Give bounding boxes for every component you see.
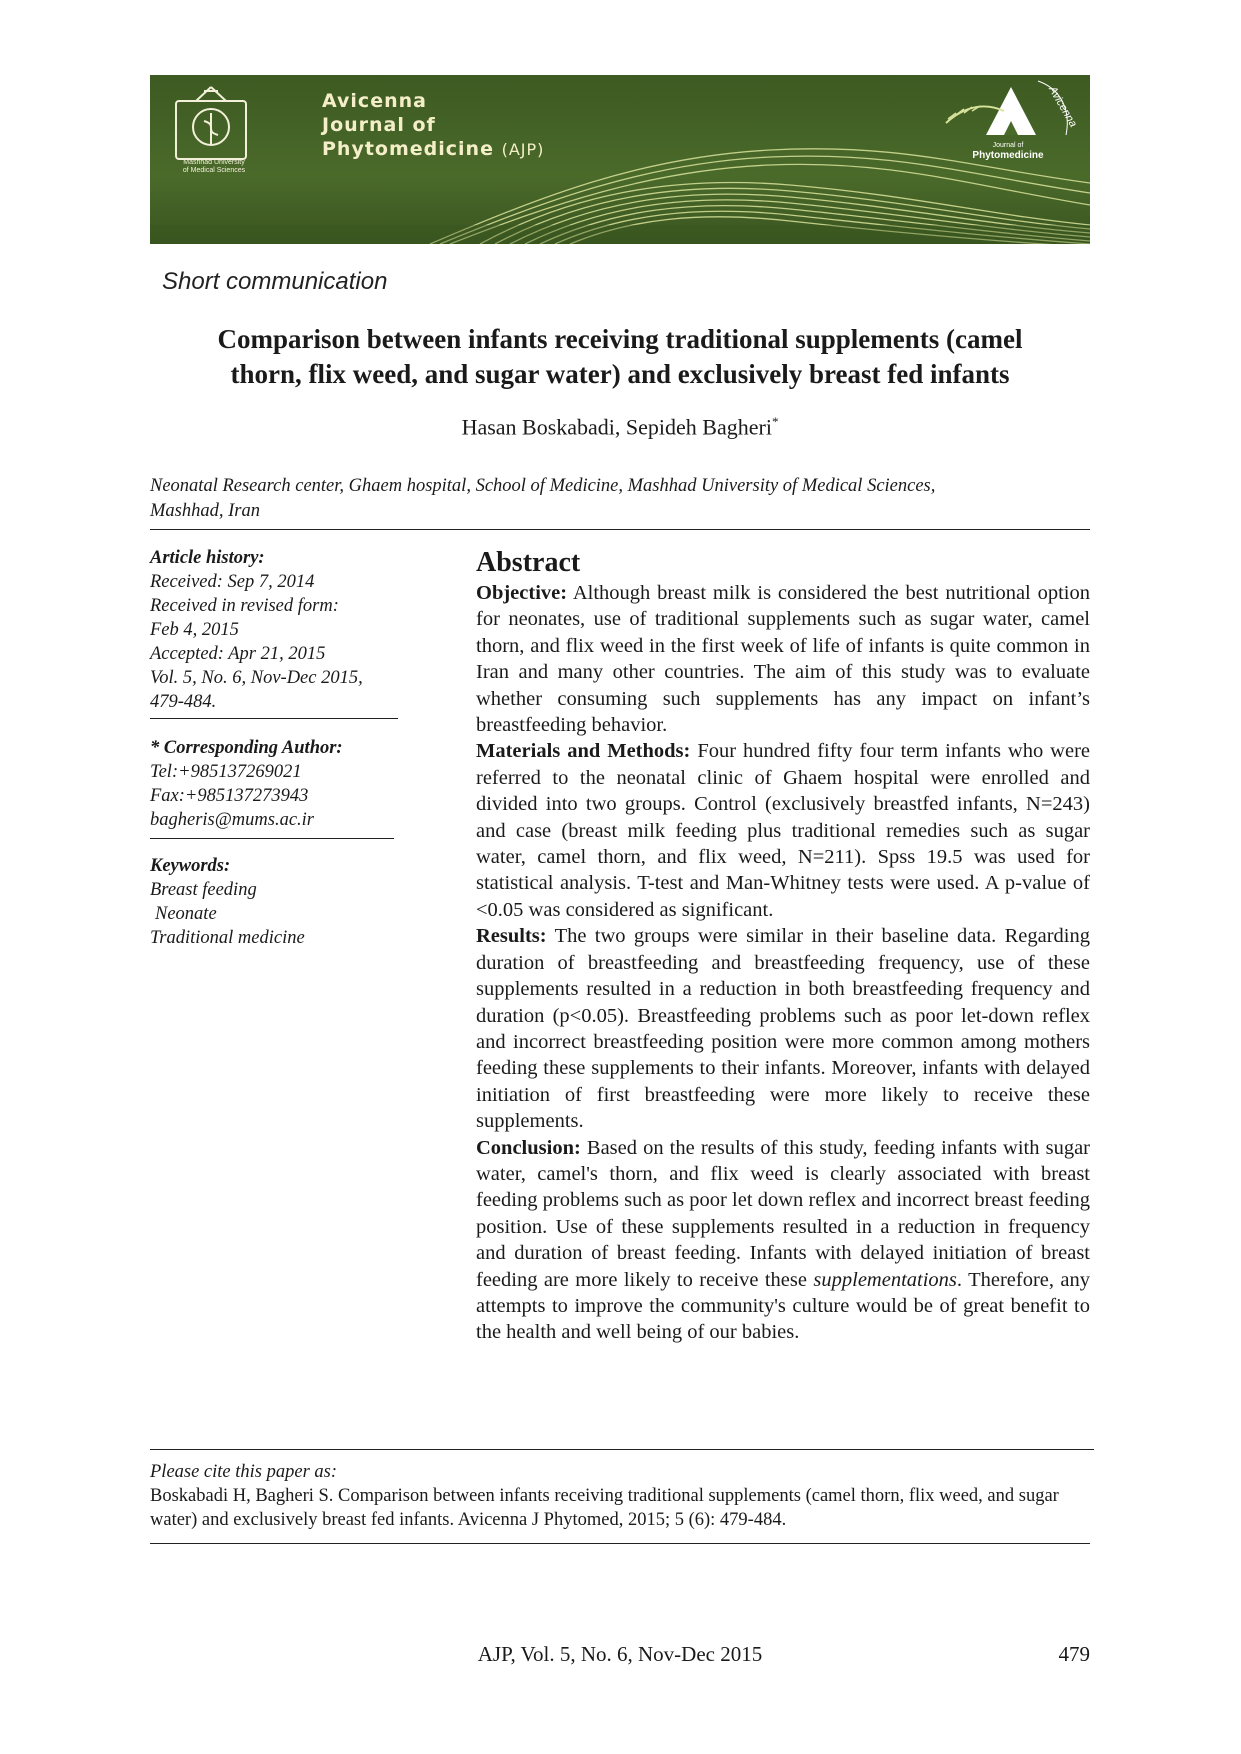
corresponding-mark: * (771, 414, 779, 429)
citation-bottom-divider (150, 1543, 1090, 1544)
corresponding-author: * Corresponding Author: Tel:+985137269021 Fax:+985137273943 bagheris@mums.ac.ir (150, 738, 343, 830)
keywords: Keywords: Breast feeding Neonate Traditional medicine (150, 854, 420, 950)
header-divider (150, 529, 1090, 530)
affiliation: Neonatal Research center, Ghaem hospital, School of Medicine, Mashhad University of Medical Sciences, Mashhad, Iran (150, 476, 936, 521)
abstract-heading: Abstract (476, 547, 581, 578)
author-list: Hasan Boskabadi, Sepideh Bagheri* (461, 414, 779, 440)
keyword: Traditional medicine (150, 928, 305, 948)
abstract-objective: Objective: Although breast milk is considered the best nutritional option for neonates, use of traditional supplements such as sugar water, camel thorn, and flix weed in the first week of life of infants is quite common in Iran and many other countries. The aim of this study was to evaluate whether consuming such supplements has any impact on infant’s breastfeeding behavior. (476, 582, 1090, 737)
seal-caption: Mashhad University of Medical Sciences (182, 159, 246, 174)
journal-banner (150, 75, 1090, 244)
abstract (476, 546, 1090, 1346)
citation-text: Boskabadi H, Bagheri S. Comparison between infants receiving traditional supplements (camel thorn, flix weed, and sugar water) and exclusively breast fed infants. Avicenna J Phytomed, 2015; 5 (6): 479-484. (150, 1486, 1059, 1530)
sidebar-divider (150, 838, 394, 839)
abstract-conclusion: Conclusion: Based on the results of this study, feeding infants with sugar water, camel's thorn, and flix weed is clearly associated with breast feeding problems such as poor let down reflex and incorrect breast feeding position. Use of these supplements resulted in a reduction in frequency and duration of breast feeding. Infants with delayed initiation of breast feeding are more likely to receive these supplementations. Therefore, any attempts to improve the community's culture would be of great benefit to the health and well being of our babies. (476, 1136, 1090, 1344)
citation-box: Please cite this paper as: Boskabadi H, Bagheri S. Comparison between infants receiving traditional supplements (camel thorn, flix weed, and sugar water) and exclusively breast fed infants. Avicenna J Phytomed, 2015; 5 (6): 479-484. (150, 1460, 1094, 1532)
citation-top-divider (150, 1449, 1094, 1450)
university-seal-icon (166, 83, 256, 193)
article-type: Short communication (162, 268, 388, 295)
keyword: Neonate (155, 904, 217, 924)
abstract-results: Results: The two groups were similar in their baseline data. Regarding duration of breastfeeding and breastfeeding frequency, use of these supplements resulted in a reduction in both breastfeeding frequency and duration (p<0.05). Breastfeeding problems such as poor let-down reflex and incorrect breastfeeding position were more common among mothers feeding these supplements to their infants. Moreover, infants with delayed initiation of first breastfeeding were more likely to receive these supplements. (476, 925, 1090, 1133)
logo-arc-text: Avicenna (1046, 84, 1076, 130)
keyword: Breast feeding (150, 880, 257, 900)
page-number: 479 (1058, 1642, 1090, 1666)
ajp-logo-text: Journal of Phytomedicine (972, 142, 1044, 161)
footer-journal: AJP, Vol. 5, No. 6, Nov-Dec 2015 (477, 1642, 763, 1666)
abstract-methods: Materials and Methods: Four hundred fifty four term infants who were referred to the neonatal clinic of Ghaem hospital were enrolled and divided into two groups. Control (exclusively breastfed infants, N=243) and case (breast milk feeding plus traditional remedies such as sugar water, camel thorn, and flix weed, N=211). Spss 19.5 was used for statistical analysis. T-test and Man-Whitney tests were used. A p-value of <0.05 was considered as significant. (476, 740, 1090, 921)
sidebar-divider (150, 718, 398, 719)
journal-name: Avicenna Journal of Phytomedicine (AJP) (322, 90, 545, 160)
article-history: Article history: Received: Sep 7, 2014 Received in revised form: Feb 4, 2015 Accepted: Apr 21, 2015 Vol. 5, No. 6, Nov-Dec 2015, 479-484. (150, 548, 363, 712)
paper-title: Comparison between infants receiving traditional supplements (camel thorn, flix weed, and sugar water) and exclusively breast fed infants (217, 324, 1023, 389)
